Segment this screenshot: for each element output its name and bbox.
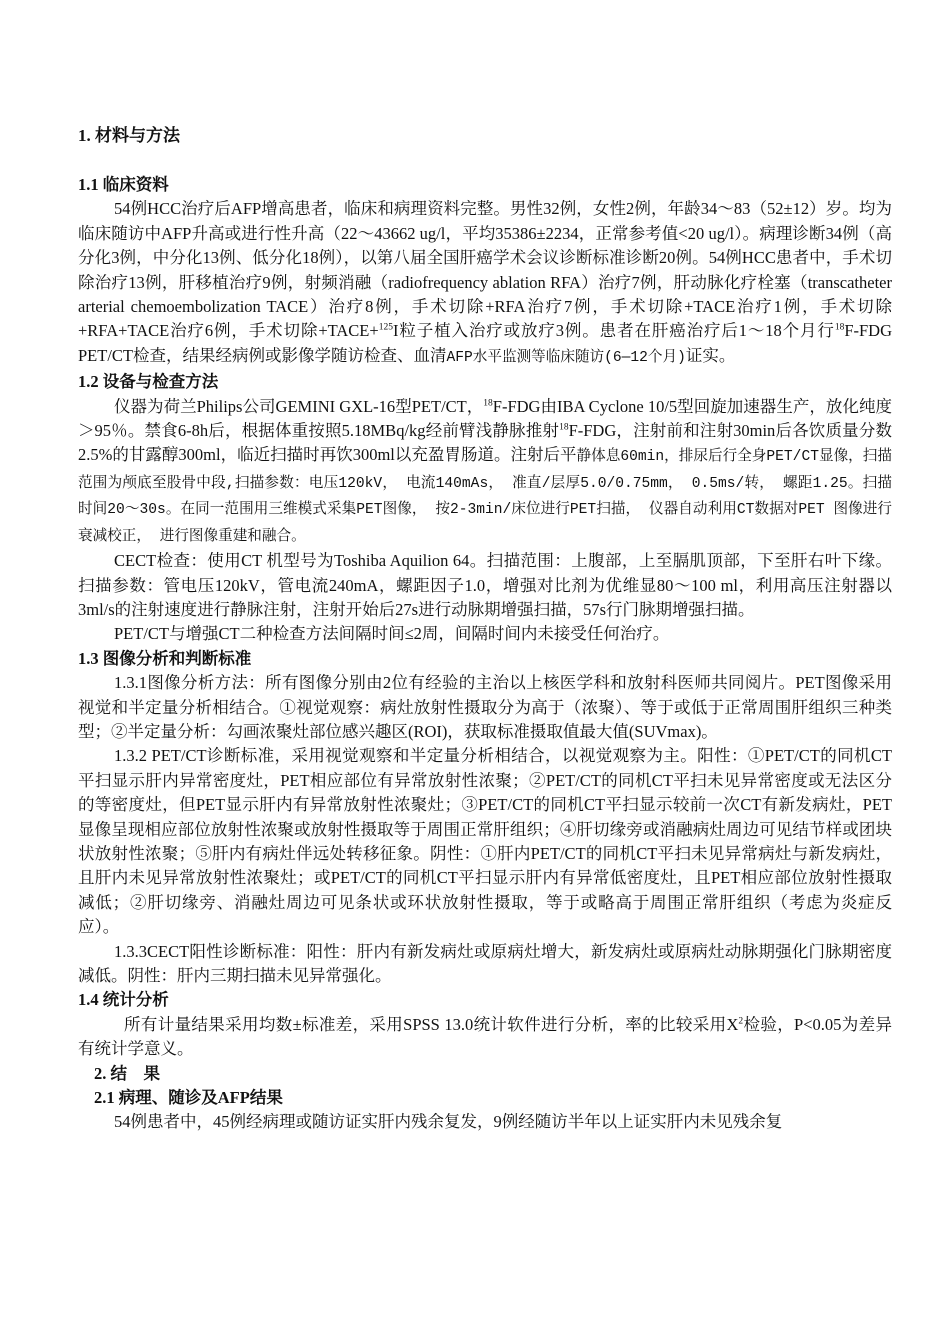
subsection-heading-pathology-results: 2.1 病理、随诊及AFP结果 <box>94 1088 283 1108</box>
paragraph-cect-method: CECT检查：使用CT 机型号为Toshiba Aquilion 64。扫描范围：上腹部，上至膈肌顶部，下至肝右叶下缘。扫描参数：管电压120kV，管电流240mA，螺距因子1.0，增强对比剂为优维显80～100 ml，利用高压注射器以3ml/s的注射速度进行静脉注射，注射开始后27s进行动脉期增强扫描，57s行门脉期增强扫描。 <box>78 551 892 619</box>
paragraph-statistics: 所有计量结果采用均数±标准差，采用SPSS 13.0统计软件进行分析，率的比较采用$X^2$检验，P<0.05为差异有统计学意义。 <box>78 1014 892 1059</box>
paragraph-interval: PET/CT与增强CT二种检查方法间隔时间≤2周，间隔时间内未接受任何治疗。 <box>114 624 670 644</box>
section-heading-results: 2. 结 果 <box>94 1063 160 1083</box>
paragraph-clinical-data: 54例HCC治疗后AFP增高患者，临床和病理资料完整。男性32例，女性2例，年龄34～83（52±12）岁。均为临床随访中AFP升高或进行性升高（22～43662 ug/l，平均35386±2234，正常参考值<20 ug/l）。病理诊断34例（高分化3例，中分化13例、低分化18例），以第八届全国肝癌学术会议诊断标准诊断20例。54例HCC患者中，手术切除治疗13例，肝移植治疗9例，射频消融（radiofrequency ablation RFA）治疗7例，肝动脉化疗栓塞（transcatheter arterial chemoembolization TACE）治疗8例，手术切除+RFA治疗7例，手术切除+TACE治疗1例，手术切除+RFA+TACE治疗6例，手术切除+TACE+$^{125}$I粒子植入治疗或放疗3例。患者在肝癌治疗后1～18个月行$^{18}$F-FDG PET/CT检查，结果经病例或影像学随访检查、血清AFP水平监测等临床随访(6—12个月)证实。 <box>78 199 892 366</box>
document-body <box>78 173 892 1135</box>
section-heading-methods: 1. 材料与方法 <box>78 126 180 145</box>
paragraph-pathology-results: 54例患者中，45例经病理或随访证实肝内残余复发，9例经随访半年以上证实肝内未见残余复 <box>114 1112 783 1132</box>
subsection-heading-statistics: 1.4 统计分析 <box>78 990 169 1010</box>
paragraph-pet-ct-criteria: 1.3.2 PET/CT诊断标准，采用视觉观察和半定量分析相结合，以视觉观察为主。阳性：①PET/CT的同机CT平扫显示肝内异常密度灶，PET相应部位有异常放射性浓聚；②PET/CT的同机CT平扫未见异常密度或无法区分的等密度灶，但PET显示肝内有异常放射性浓聚灶；③PET/CT的同机CT平扫显示较前一次CT有新发病灶，PET显像呈现相应部位放射性浓聚或放射性摄取等于周围正常肝组织；④肝切缘旁或消融病灶周边可见结节样或团块状放射性浓聚；⑤肝内有病灶伴远处转移征象。阴性：①肝内PET/CT的同机CT平扫未见异常病灶与新发病灶，且肝内未见异常放射性浓聚灶；或PET/CT的同机CT平扫显示肝内有异常低密度灶，且PET相应部位放射性摄取减低；②肝切缘旁、消融灶周边可见条状或环状放射性摄取，等于或略高于周围正常肝组织（考虑为炎症反应）。 <box>78 746 892 937</box>
paragraph-image-analysis-method: 1.3.1图像分析方法：所有图像分别由2位有经验的主治以上核医学科和放射科医师共同阅片。PET图像采用视觉和半定量分析相结合。①视觉观察：病灶放射性摄取分为高于（浓聚）、等于或低于正常周围肝组织三种类型；②半定量分析：勾画浓聚灶部位感兴趣区(ROI)，获取标准摄取值最大值(SUVmax)。 <box>78 673 892 741</box>
paragraph-cect-criteria: 1.3.3CECT阳性诊断标准：阳性：肝内有新发病灶或原病灶增大，新发病灶或原病灶动脉期强化门脉期密度减低。阴性：肝内三期扫描未见异常强化。 <box>78 941 892 985</box>
subsection-heading-image-analysis: 1.3 图像分析和判断标准 <box>78 648 252 668</box>
subsection-heading-equipment: 1.2 设备与检查方法 <box>78 372 219 392</box>
paragraph-pet-ct-method: 仪器为荷兰Philips公司GEMINI GXL-16型PET/CT，$^{18}$F-FDG由IBA Cyclone 10/5型回旋加速器生产，放化纯度＞95％。禁食6-8h后，根据体重按照5.18MBq/kg经前臂浅静脉推射$^{18}$F-FDG，注射前和注射30min后各饮质量分数2.5%的甘露醇300ml，临近扫描时再饮300ml以充盈胃肠道。注射后平静体息60min，排尿后行全身PET/CT显像，扫描范围为颅底至股骨中段,扫描参数：电压120kV， 电流140mAs， 准直/层厚5.0/0.75mm， 0.5ms/转， 螺距1.25。扫描时间20～30s。在同一范围用三维模式采集PET图像， 按2-3min/床位进行PET扫描， 仪器自动利用CT数据对PET 图像进行衰减校正， 进行图像重建和融合。 <box>78 396 892 545</box>
subsection-heading-clinical-data: 1.1 临床资料 <box>78 175 169 194</box>
